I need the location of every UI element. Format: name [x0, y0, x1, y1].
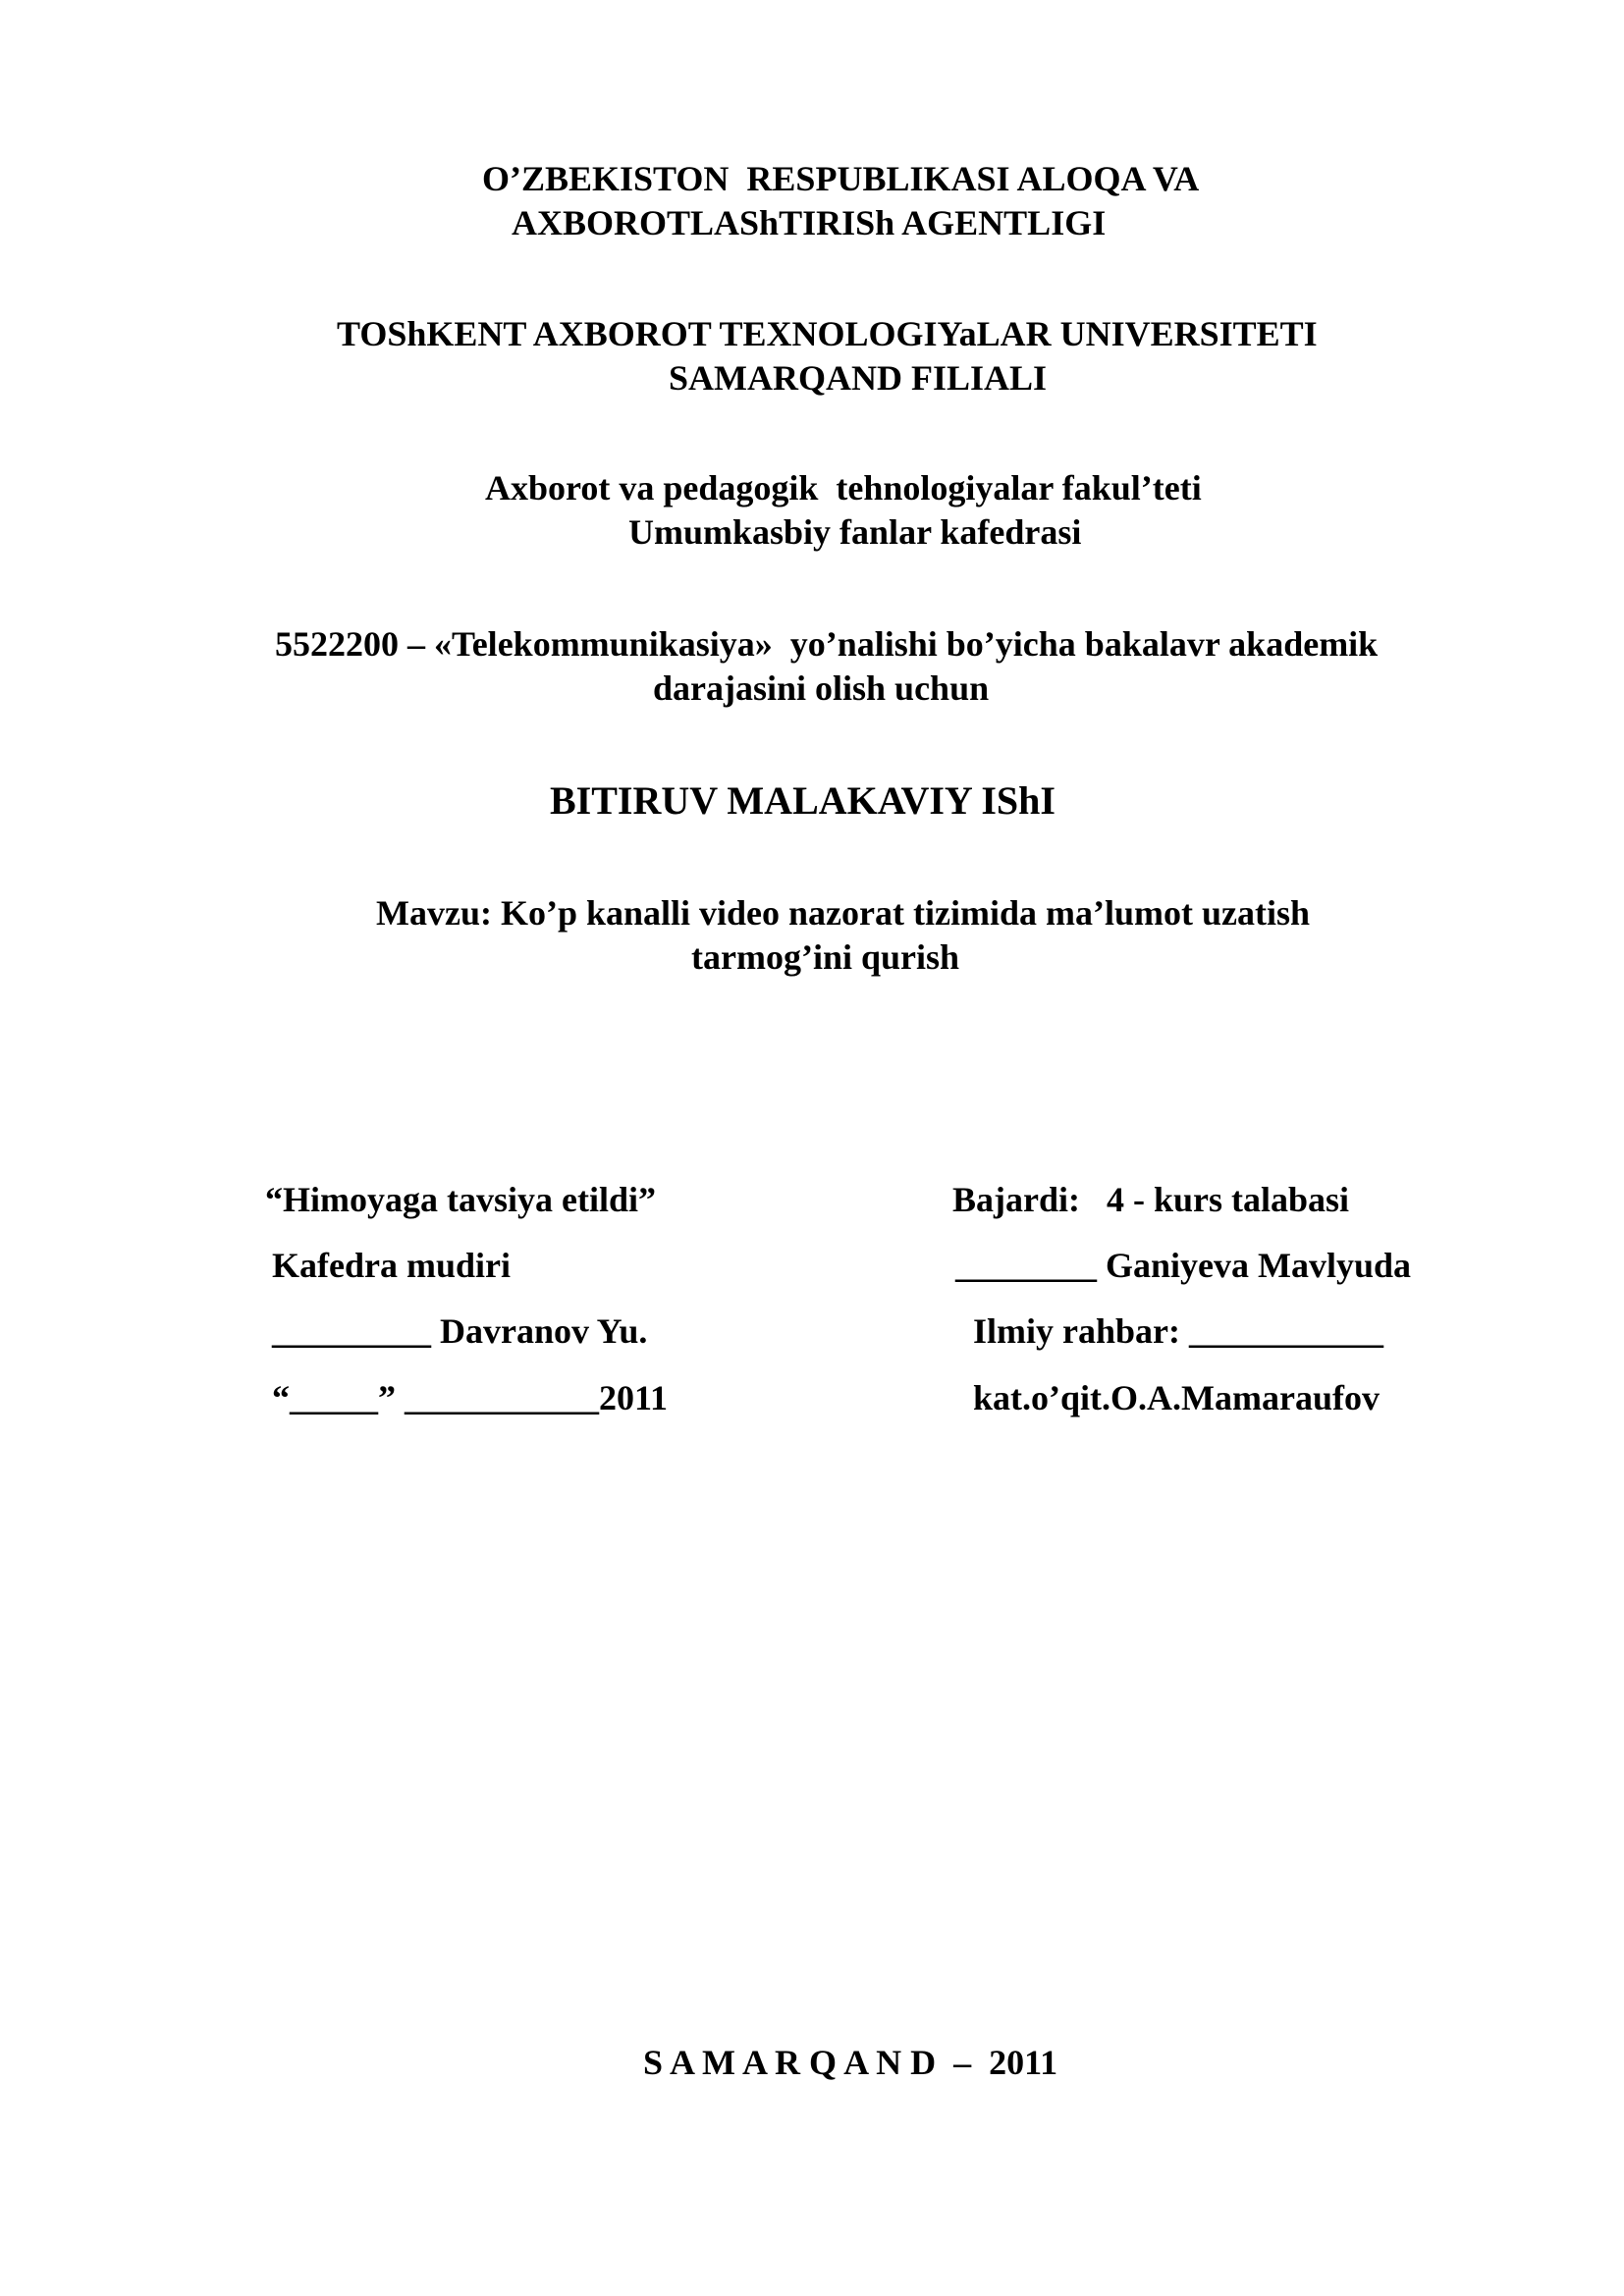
university-line-2: SAMARQAND FILIALI — [669, 358, 1048, 398]
degree-line-1: 5522200 – «Telekommunikasiya» yo’nalishi bo’yicha bakalavr akademik — [275, 624, 1379, 664]
ministry-line-1: O’ZBEKISTON RESPUBLIKASI ALOQA VA — [482, 159, 1200, 198]
department-head-label: Kafedra mudiri — [272, 1246, 511, 1285]
supervisor-name: kat.o’qit.O.A.Mamaraufov — [973, 1378, 1380, 1417]
defense-date-line: “_____” ___________2011 — [272, 1378, 669, 1417]
ministry-line-2: AXBOROTLAShTIRISh AGENTLIGI — [512, 203, 1107, 242]
city-year-footer: S A M A R Q A N D – 2011 — [643, 2043, 1058, 2082]
topic-line-2: tarmog’ini qurish — [691, 937, 960, 977]
degree-line-2: darajasini olish uchun — [653, 668, 990, 708]
work-title: BITIRUV MALAKAVIY IShI — [550, 778, 1056, 823]
faculty-line-1: Axborot va pedagogik tehnologiyalar fakul’teti — [485, 468, 1202, 507]
topic-line-1: Mavzu: Ko’p kanalli video nazorat tizimida ma’lumot uzatish — [376, 893, 1310, 933]
recommended-label: “Himoyaga tavsiya etildi” — [265, 1180, 656, 1219]
student-signature: ________ Ganiyeva Mavlyuda — [955, 1246, 1412, 1285]
faculty-line-2: Umumkasbiy fanlar kafedrasi — [628, 512, 1082, 552]
supervisor-label: Ilmiy rahbar: ___________ — [973, 1311, 1383, 1351]
performed-by-label: Bajardi: 4 - kurs talabasi — [952, 1180, 1350, 1219]
department-head-signature: _________ Davranov Yu. — [272, 1311, 648, 1351]
university-line-1: TOShKENT AXBOROT TEXNOLOGIYaLAR UNIVERSITETI — [337, 314, 1318, 353]
